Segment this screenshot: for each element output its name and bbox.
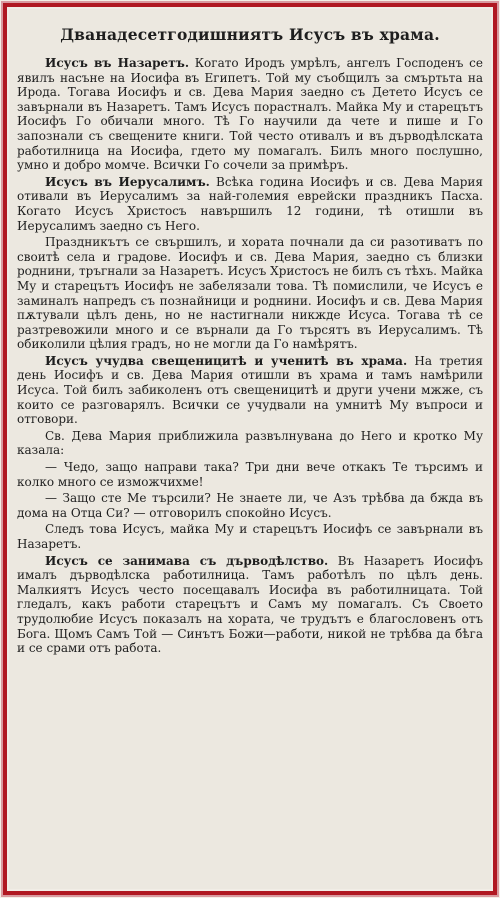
dialogue-line-mary xyxy=(17,460,483,489)
paragraph-text: — Чедо, защо направи така? Три дни вече откакъ Те търсимъ и колко много се изможчихме! xyxy=(17,460,483,489)
document-title: Дванадесетгодишниятъ Исусъ въ храма. xyxy=(60,25,440,44)
section-heading-jerusalem: Исусъ въ Иерусалимъ. xyxy=(45,174,210,189)
paragraph-text: Въ Назаретъ Иосифъ ималъ дърводѣлска работилница. Тамъ работѣлъ по цѣлъ день. Малкиятъ Исусъ често посещавалъ Иосифа въ работилницата. Той гледалъ, какъ работи старецътъ и Самъ му помагалъ. Съ Своето трудолюбие Исусъ показалъ на хората, че трудътъ е благословенъ отъ Бога. Щомъ Самъ Той — Синътъ Божи—работи, никой не трѣбва да бѣга и се срами отъ работа. xyxy=(17,553,483,656)
paragraph-carpentry xyxy=(17,554,483,656)
paragraph-text: Всѣка година Иосифъ и св. Дева Мария отивали въ Иерусалимъ за най-големия еврейски праздникъ Пасха. Когато Исусъ Христосъ навършилъ 12 години, тѣ отишли въ Иерусалимъ заедно съ Него. xyxy=(17,174,483,233)
paragraph-text: Св. Дева Мария приближила развълнувана до Него и кротко Му казала: xyxy=(17,428,483,458)
paragraph-return-nazareth xyxy=(17,522,483,551)
page-frame xyxy=(3,3,497,895)
paragraph-text: Праздникътъ се свършилъ, и хората почнали да си разотиватъ по своитѣ села и градове. Иосифъ и св. Дева Мария, заедно съ близки роднини, тръгнали за Назаретъ. Исусъ Христосъ не билъ съ тѣхъ. Майка Му и старецътъ Иосифъ не забелязали това. Тѣ помислили, че Исусъ е заминалъ напредъ съ познайници и роднини. Иосифъ и св. Дева Мария пѫтували цѣлъ день, но не настигнали никжде Исуса. Тогава тѣ се разтревожили много и се върнали да Го търсятъ въ Иерусалимъ. Тѣ обиколили цѣлия градъ, но не могли да Го намѣрятъ. xyxy=(17,235,483,352)
paragraph-nazareth xyxy=(17,56,483,173)
paragraph-jerusalem xyxy=(17,175,483,233)
paragraph-temple xyxy=(17,354,483,427)
paragraph-return-journey xyxy=(17,235,483,352)
paragraph-text: — Защо сте Ме търсили? Не знаете ли, че Азъ трѣбва да бжда въ дома на Отца Си? — отговорилъ спокойно Исусъ. xyxy=(17,491,483,520)
paragraph-mary-approaches xyxy=(17,429,483,458)
dialogue-line-jesus xyxy=(17,491,483,520)
paragraph-text: На третия день Иосифъ и св. Дева Мария отишли въ храма и тамъ намѣрили Исуса. Той билъ забиколенъ отъ свещеницитѣ и други учени мжже, съ които се разговарялъ. Всички се учудвали на умнитѣ Му въпроси и отговори. xyxy=(17,353,483,427)
paragraph-text: Когато Иродъ умрѣлъ, ангелъ Господенъ се явилъ насъне на Иосифа въ Египетъ. Той му съобщилъ за смъртьта на Ирода. Тогава Иосифъ и св. Дева Мария заедно съ Детето Исусъ се завърнали въ Назаретъ. Тамъ Исусъ порастналъ. Майка Му и старецътъ Иосифъ Го обичали много. Тѣ Го научили да чете и пише и Го запознали съ свещените книги. Той често отивалъ и въ дърводѣлската работилница на Иосифа, гдето му помагалъ. Билъ много послушно, умно и добро момче. Всички Го сочели за примѣръ. xyxy=(17,56,483,173)
section-heading-temple: Исусъ учудва свещеницитѣ и ученитѣ въ храма. xyxy=(45,353,408,368)
section-heading-carpentry: Исусъ се занимава съ дърводѣлство. xyxy=(45,553,329,568)
paragraph-text: Следъ това Исусъ, майка Му и старецътъ Иосифъ се завърнали въ Назаретъ. xyxy=(17,522,483,551)
section-heading-nazareth: Исусъ въ Назаретъ. xyxy=(45,56,190,70)
document-page xyxy=(17,19,483,881)
